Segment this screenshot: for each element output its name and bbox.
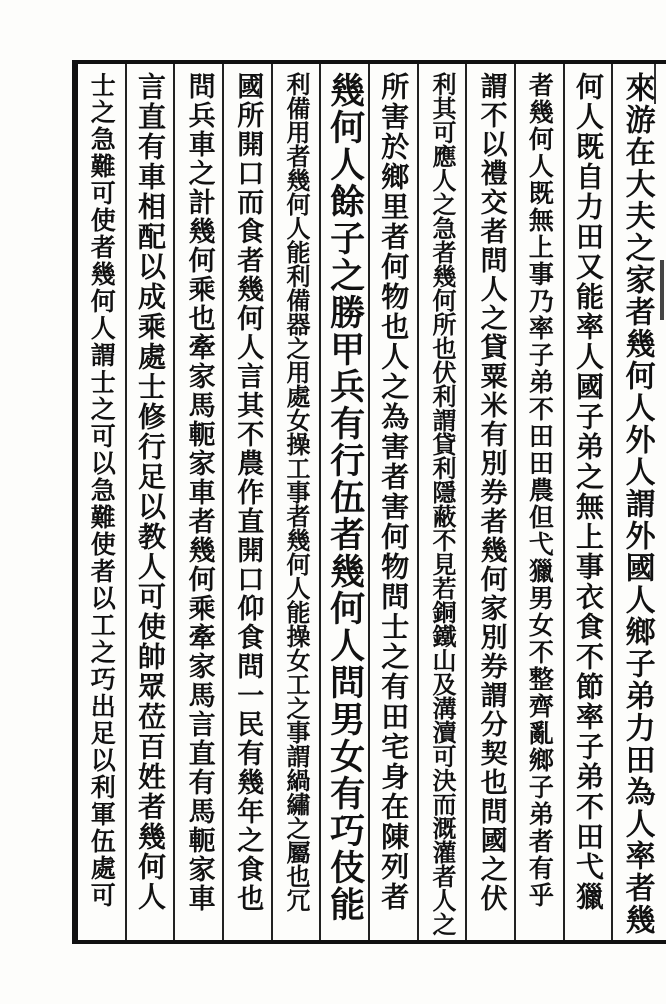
- column-text: 謂不以禮交者問人之貸粟米有別券者幾何家別券謂分契也問國之伏: [475, 72, 507, 913]
- column-text: 何人既自力田又能率人國子弟之無上事衣食不節率子弟不田弋獵: [571, 72, 605, 912]
- text-column: [173, 64, 222, 940]
- text-column: [417, 64, 466, 940]
- text-column: [125, 64, 174, 940]
- column-text: 幾何人餘子之勝甲兵有行伍者幾何人問男女有巧伎能: [324, 72, 366, 923]
- column-text: 言直有車相配以成乘處士修行足以教人可使帥眾莅百姓者幾何人: [133, 72, 167, 912]
- text-column: [514, 64, 563, 940]
- text-column: [563, 64, 612, 940]
- text-column: [78, 64, 125, 940]
- column-text: 國所開口而食者幾何人言其不農作直開口仰食問一民有幾年之食也: [232, 72, 264, 913]
- column-text: 利其可應人之急者幾何所也伏利謂貸利隱蔽不見若銅鐵山及溝瀆可決而溉灌者人之: [427, 72, 457, 936]
- text-column: [222, 64, 271, 940]
- text-column: [611, 64, 660, 940]
- text-column: [368, 64, 417, 940]
- text-columns: [78, 64, 660, 940]
- column-text: 所害於鄉里者何物也人之為害者害何物問士之有田宅身在陳列者: [377, 72, 411, 912]
- column-text: 利備用者幾何人能利備器之用處女操工事者幾何人能操女工之事謂緺繡之屬也冗: [281, 72, 311, 912]
- text-column: [319, 64, 368, 940]
- column-text: 士之急難可使者幾何人謂士之可以急難使者以工之巧出足以利軍伍處可: [87, 72, 117, 909]
- column-text: 來游在大夫之家者幾何人外人謂外國人鄉子弟力田為人率者幾: [619, 72, 655, 936]
- column-text: 問兵車之計幾何乘也牽家馬軛家車者幾何乘牽家馬言直有馬軛家車: [183, 72, 215, 913]
- page-edge-mark: [660, 260, 664, 320]
- text-column: [271, 64, 320, 940]
- column-text: 者幾何人既無上事乃率子弟不田田農但弋獵男女不整齊亂鄉子弟者有乎: [525, 72, 555, 909]
- text-column: [465, 64, 514, 940]
